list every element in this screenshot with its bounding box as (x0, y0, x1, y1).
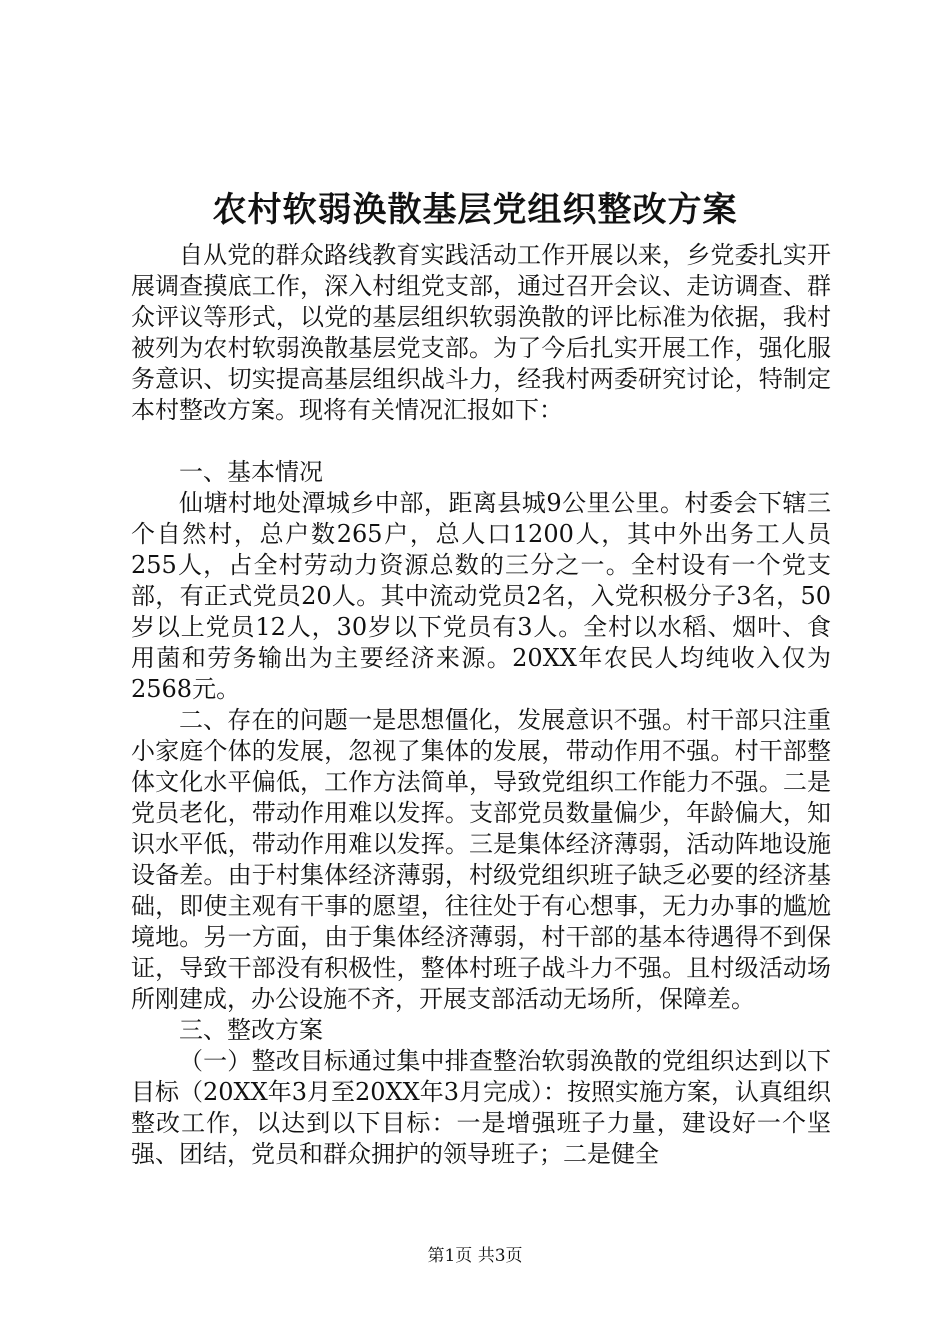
page-footer: 第1页 共3页 (427, 1246, 523, 1266)
document-title: 农村软弱涣散基层党组织整改方案 (212, 190, 738, 230)
problems-paragraph: 二、存在的问题一是思想僵化，发展意识不强。村干部只注重小家庭个体的发展，忽视了集体的发展，带动作用不强。村干部整体文化水平偏低，工作方法简单，导致党组织工作能力不强。二是党员老化，带动作用难以发挥。支部党员数量偏少，年龄偏大，知识水平低，带动作用难以发挥。三是集体经济薄弱，活动阵地设施设备差。由于村集体经济薄弱，村级党组织班子缺乏必要的经济基础，即使主观有干事的愿望，往往处于有心想事，无力办事的尴尬境地。另一方面，由于集体经济薄弱，村干部的基本待遇得不到保证，导致干部没有积极性，整体村班子战斗力不强。且村级活动场所刚建成，办公设施不齐，开展支部活动无场所，保障差。 (131, 706, 831, 1013)
goals-paragraph: （一）整改目标通过集中排查整治软弱涣散的党组织达到以下目标（20XX年3月至20XX年3月完成）：按照实施方案，认真组织整改工作，以达到以下目标：一是增强班子力量，建设好一个坚强、团结，党员和群众拥护的领导班子；二是健全 (131, 1047, 831, 1168)
basic-info-paragraph: 仙塘村地处潭城乡中部，距离县城9公里公里。村委会下辖三个自然村，总户数265户，总人口1200人，其中外出务工人员255人，占全村劳动力资源总数的三分之一。全村设有一个党支部，有正式党员20人。其中流动党员2名，入党积极分子3名，50岁以上党员12人，30岁以下党员有3人。全村以水稻、烟叶、食用菌和劳务输出为主要经济来源。20XX年农民人均纯收入仅为2568元。 (131, 489, 831, 703)
document-body (131, 240, 831, 1170)
intro-paragraph: 自从党的群众路线教育实践活动工作开展以来，乡党委扎实开展调查摸底工作，深入村组党支部，通过召开会议、走访调查、群众评议等形式，以党的基层组织软弱涣散的评比标准为依据，我村被列为农村软弱涣散基层党支部。为了今后扎实开展工作，强化服务意识、切实提高基层组织战斗力，经我村两委研究讨论，特制定本村整改方案。现将有关情况汇报如下： (131, 241, 831, 424)
paragraph-gap (131, 426, 831, 457)
section-heading-basic: 一、基本情况 (179, 458, 323, 486)
section-heading-plan: 三、整改方案 (179, 1016, 323, 1044)
